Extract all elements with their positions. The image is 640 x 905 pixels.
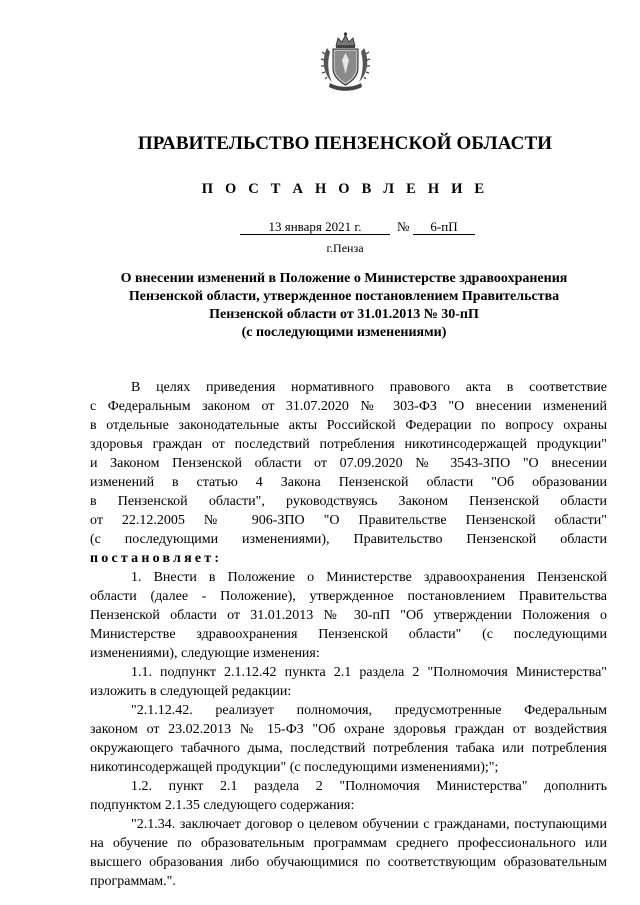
body-line: области (далее - Положение), утвержденное постановлением Правительства	[90, 589, 607, 604]
body-line: на обучение по образовательным программам среднего профессионального или	[90, 836, 607, 851]
date-underline	[240, 234, 390, 235]
body-line: 1. Внести в Положение о Министерстве здравоохранения Пензенской	[131, 570, 607, 585]
coat-of-arms-icon	[318, 30, 373, 92]
document-date: 13 января 2021 г.	[268, 219, 362, 234]
body-line: от 22.12.2005 № 906-ЗПО "О Правительстве Пензенской области"	[90, 513, 607, 528]
document-body	[90, 378, 607, 891]
body-line: с Федеральным законом от 31.07.2020 № 303-ФЗ "О внесении изменений	[90, 399, 607, 414]
date-number-line	[0, 219, 640, 237]
resolution-word: постановляет:	[90, 551, 223, 566]
body-line: и Законом Пензенской области от 07.09.2020 № 3543-ЗПО "О внесении	[90, 456, 607, 471]
city: г.Пенза	[326, 241, 364, 255]
body-line: Пензенской области от 31.01.2013 № 30-пП "Об утверждении Положения о	[90, 608, 607, 623]
body-line: изложить в следующей редакции:	[90, 684, 292, 699]
organization-name: ПРАВИТЕЛЬСТВО ПЕНЗЕНСКОЙ ОБЛАСТИ	[137, 133, 553, 154]
body-line: (с последующими изменениями), Правительство Пензенской области	[90, 532, 607, 547]
title-line: Пензенской области, утвержденное постановлением Правительства	[128, 289, 560, 304]
body-line: законом от 23.02.2013 № 15-ФЗ "Об охране здоровья граждан от воздействия	[90, 722, 607, 737]
body-line: изменениями), следующие изменения:	[90, 646, 320, 661]
body-line: Министерстве здравоохранения Пензенской области" (с последующими	[90, 627, 607, 642]
title-line: (с последующими изменениями)	[241, 325, 447, 340]
title-line: Пензенской области от 31.01.2013 № 30-пП	[209, 307, 479, 322]
body-line: программам.".	[90, 874, 176, 889]
number-sign: №	[397, 219, 410, 234]
document-title	[90, 270, 598, 342]
body-line: 1.1. подпункт 2.1.12.42 пункта 2.1 раздела 2 "Полномочия Министерства"	[131, 665, 607, 680]
body-line: 1.2. пункт 2.1 раздела 2 "Полномочия Министерства" дополнить	[131, 779, 607, 794]
document-type: П О С Т А Н О В Л Е Н И Е	[201, 181, 489, 197]
body-line: в отдельные законодательные акты Российской Федерации по вопросу охраны	[90, 418, 607, 433]
body-line: "2.1.34. заключает договор о целевом обучении с гражданами, поступающими	[131, 817, 607, 832]
number-underline	[413, 234, 475, 235]
body-line: окружающего табачного дыма, последствий потребления табака или потребления	[90, 741, 607, 756]
body-line: высшего образования либо обучающимися по соответствующим образовательным	[90, 855, 607, 870]
body-line: подпунктом 2.1.35 следующего содержания:	[90, 798, 355, 813]
body-line: здоровья граждан от последствий потребления никотинсодержащей продукции"	[90, 437, 607, 452]
body-line: в Пензенской области", руководствуясь Законом Пензенской области	[90, 494, 607, 509]
document-number: 6-пП	[430, 219, 458, 234]
body-line: "2.1.12.42. реализует полномочия, предусмотренные Федеральным	[131, 703, 607, 718]
body-line: В целях приведения нормативного правового акта в соответствие	[131, 380, 607, 395]
title-line: О внесении изменений в Положение о Министерстве здравоохранения	[120, 271, 568, 286]
body-line: изменений в статью 4 Закона Пензенской области "Об образовании	[90, 475, 607, 490]
body-line: никотинсодержащей продукции" (с последующими изменениями);";	[90, 760, 499, 775]
